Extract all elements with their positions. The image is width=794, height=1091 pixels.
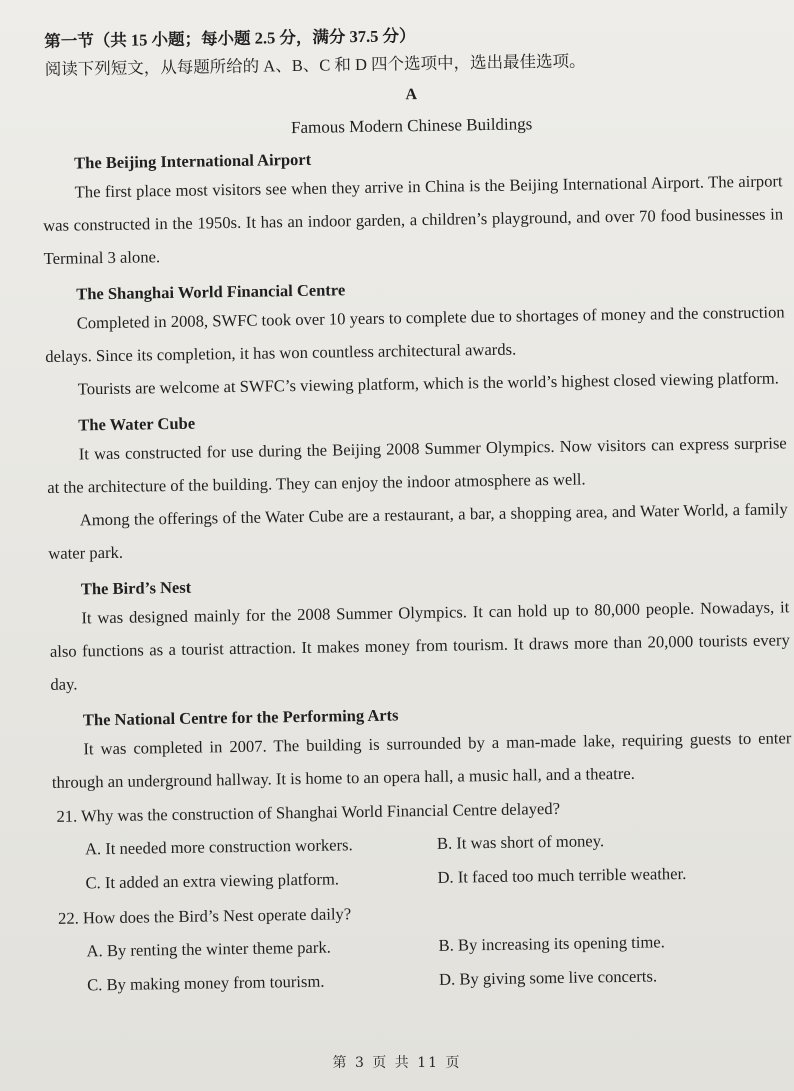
option-d: D. By giving some live concerts. xyxy=(438,966,658,989)
passage-paragraph: Completed in 2008, SWFC took over 10 years to complete due to shortages of money and the construction delays. Since its completion, it has won countless architectural awards. xyxy=(45,302,785,366)
passage-letter: A xyxy=(405,86,418,104)
passage-section-heading: The Shanghai World Financial Centre xyxy=(76,280,346,304)
page-number: 第 3 页 共 11 页 xyxy=(332,1055,462,1071)
passage-title: Famous Modern Chinese Buildings xyxy=(290,114,533,138)
option-a: A. It needed more construction workers. xyxy=(84,835,353,859)
option-c: C. By making money from tourism. xyxy=(86,971,325,995)
passage-paragraph: It was designed mainly for the 2008 Summer Olympics. It can hold up to 80,000 people. Nowadays, it also functions as a tourist attraction. It makes money from tourism. It draws more than 20,000 tourists every day. xyxy=(49,597,790,694)
question-options xyxy=(86,923,794,1002)
passage-section-heading: The Water Cube xyxy=(78,413,196,435)
passage-section-birds-nest xyxy=(49,566,791,701)
option-a: A. By renting the winter theme park. xyxy=(86,937,331,961)
passage-paragraph: It was completed in 2007. The building is surrounded by a man-made lake, requiring guests to enter through an underground hallway. It is home to an opera hall, a music hall, and a theatre. xyxy=(51,728,792,792)
section-heading: 第一节（共 15 小题；每小题 2.5 分，满分 37.5 分） xyxy=(44,26,416,51)
question-22 xyxy=(54,891,794,1003)
passage-section-heading: The Beijing International Airport xyxy=(74,149,312,173)
question-options xyxy=(85,821,794,900)
passage-section-swfc xyxy=(44,271,786,406)
exam-paper-content xyxy=(40,10,794,1003)
passage-paragraph: Among the offerings of the Water Cube are a restaurant, a bar, a shopping area, and Water World, a family water park. xyxy=(48,499,788,563)
option-b: B. By increasing its opening time. xyxy=(438,932,665,955)
section-instructions: 阅读下列短文，从每题所给的 A、B、C 和 D 四个选项中，选出最佳选项。 xyxy=(44,51,586,79)
question-stem: 22. How does the Bird’s Nest operate daily? xyxy=(57,904,352,928)
option-b: B. It was short of money. xyxy=(436,831,605,853)
passage-paragraph: Tourists are welcome at SWFC’s viewing platform, which is the world’s highest closed viewing platform. xyxy=(77,368,780,399)
passage-section-heading: The Bird’s Nest xyxy=(80,577,192,599)
passage-section-water-cube xyxy=(46,402,788,570)
passage-section-airport xyxy=(42,140,784,275)
question-21 xyxy=(52,789,793,901)
passage-section-heading: The National Centre for the Performing Arts xyxy=(82,705,399,730)
question-stem: 21. Why was the construction of Shanghai World Financial Centre delayed? xyxy=(56,798,561,826)
passage-paragraph: The first place most visitors see when they arrive in China is the Beijing International Airport. The airport was constructed in the 1950s. It has an indoor garden, a children’s playground, and over 70 food businesses in Terminal 3 alone. xyxy=(43,171,784,268)
option-d: D. It faced too much terrible weather. xyxy=(437,863,687,887)
passage-section-performing-arts xyxy=(51,697,792,799)
option-c: C. It added an extra viewing platform. xyxy=(85,869,340,893)
passage-paragraph: It was constructed for use during the Beijing 2008 Summer Olympics. Now visitors can express surprise at the architecture of the building. They can enjoy the indoor atmosphere as well. xyxy=(47,433,787,497)
